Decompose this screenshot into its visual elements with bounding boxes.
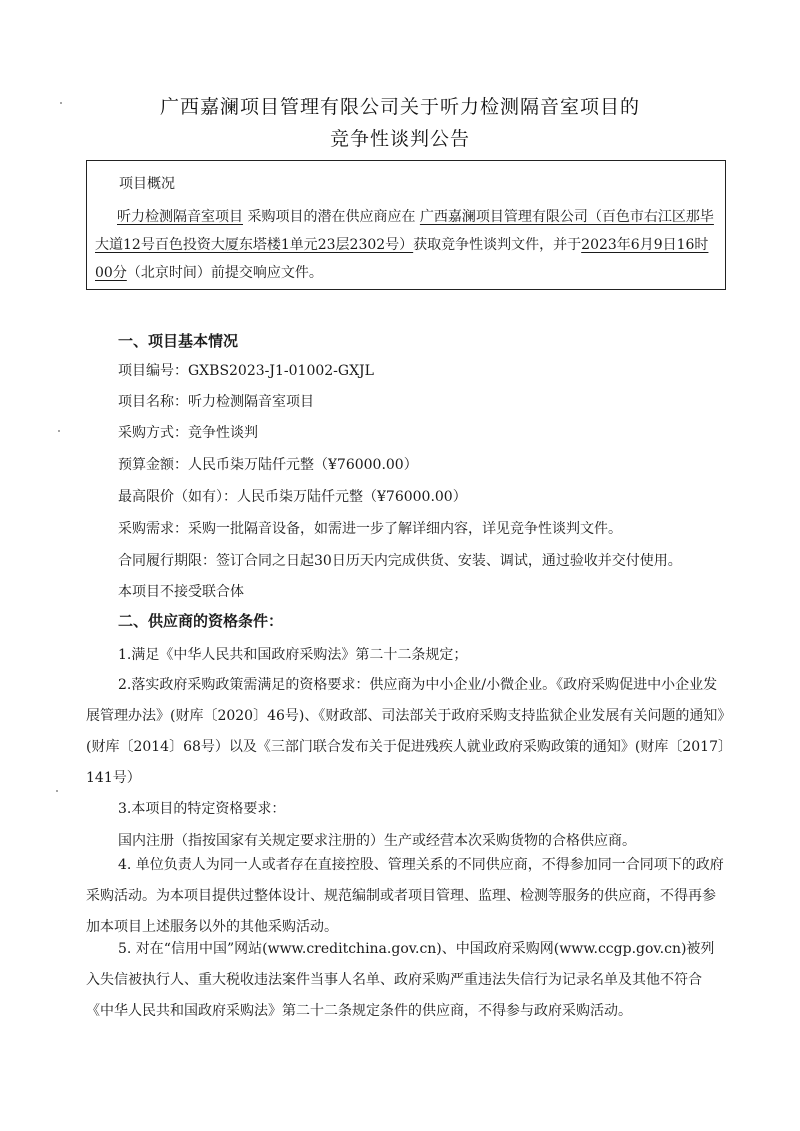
document-title-line2: 竞争性谈判公告 bbox=[329, 128, 470, 150]
overview-text bbox=[95, 203, 721, 287]
qualification-item-5: 5. 对在“信用中国”网站(www.creditchina.gov.cn)、中国政府采购网(www.ccgp.gov.cn)被列入失信被执行人、重大税收违法案件当事人名单、政府采购严重违法失信行为记录名单及其他不符合《中华人民共和国政府采购法》第二十二条规定条件的供应商，不得参与政府采购活动。 bbox=[86, 941, 715, 1019]
overview-location: 广西嘉澜项目管理有限公司（百色市右江区那毕大道12号百色投资大厦东塔楼1单元23层2302号） bbox=[95, 209, 714, 253]
consortium-note: 本项目不接受联合体 bbox=[118, 584, 244, 600]
overview-deadline: 2023年6月9日16时00分 bbox=[95, 237, 709, 281]
overview-text-part2: 获取竞争性谈判文件，并于 bbox=[413, 237, 582, 253]
contract-period: 合同履行期限：签订合同之日起30日历天内完成供货、安装、调试，通过验收并交付使用。 bbox=[118, 553, 682, 569]
budget-amount: 预算金额：人民币柒万陆仟元整（¥76000.00） bbox=[118, 457, 418, 473]
section2-heading: 二、供应商的资格条件： bbox=[118, 612, 284, 630]
project-overview-box bbox=[86, 160, 726, 290]
qualification-item-3-detail: 国内注册（指按国家有关规定要求注册的）生产或经营本次采购货物的合格供应商。 bbox=[118, 833, 636, 849]
scan-speck bbox=[56, 790, 58, 792]
qualification-item-1: 1.满足《中华人民共和国政府采购法》第二十二条规定； bbox=[118, 647, 468, 663]
section1-heading: 一、项目基本情况 bbox=[118, 332, 239, 350]
qualification-item-2: 2.落实政府采购政策需满足的资格要求：供应商为中小企业/小微企业。《政府采购促进中小企业发展管理办法》(财库〔2020〕46号)、《财政部、司法部关于政府采购支持监狱企业发展有关问题的通知》(财库〔2014〕68号）以及《三部门联合发布关于促进残疾人就业政府采购政策的通知》(财库〔2017〕141号） bbox=[86, 677, 725, 786]
overview-heading: 项目概况 bbox=[119, 176, 175, 192]
max-price: 最高限价（如有）：人民币柒万陆仟元整（¥76000.00） bbox=[118, 489, 467, 505]
scan-speck bbox=[58, 430, 60, 432]
overview-text-part1: 采购项目的潜在供应商应在 bbox=[243, 209, 420, 225]
qualification-item-4: 4. 单位负责人为同一人或者存在直接控股、管理关系的不同供应商，不得参加同一合同项下的政府采购活动。为本项目提供过整体设计、规范编制或者项目管理、监理、检测等服务的供应商，不得再参加本项目上述服务以外的其他采购活动。 bbox=[86, 857, 724, 935]
procurement-method: 采购方式：竞争性谈判 bbox=[118, 425, 258, 441]
overview-project-name: 听力检测隔音室项目 bbox=[117, 209, 243, 225]
qualification-item-3: 3.本项目的特定资格要求： bbox=[118, 801, 286, 817]
project-number: 项目编号：GXBS2023-J1-01002-GXJL bbox=[118, 363, 374, 379]
overview-text-part3: （北京时间）前提交响应文件。 bbox=[126, 265, 323, 281]
project-name: 项目名称：听力检测隔音室项目 bbox=[118, 394, 314, 410]
document-title-line1: 广西嘉澜项目管理有限公司关于听力检测隔音室项目的 bbox=[159, 96, 640, 118]
procurement-requirement: 采购需求：采购一批隔音设备，如需进一步了解详细内容，详见竞争性谈判文件。 bbox=[118, 521, 622, 537]
